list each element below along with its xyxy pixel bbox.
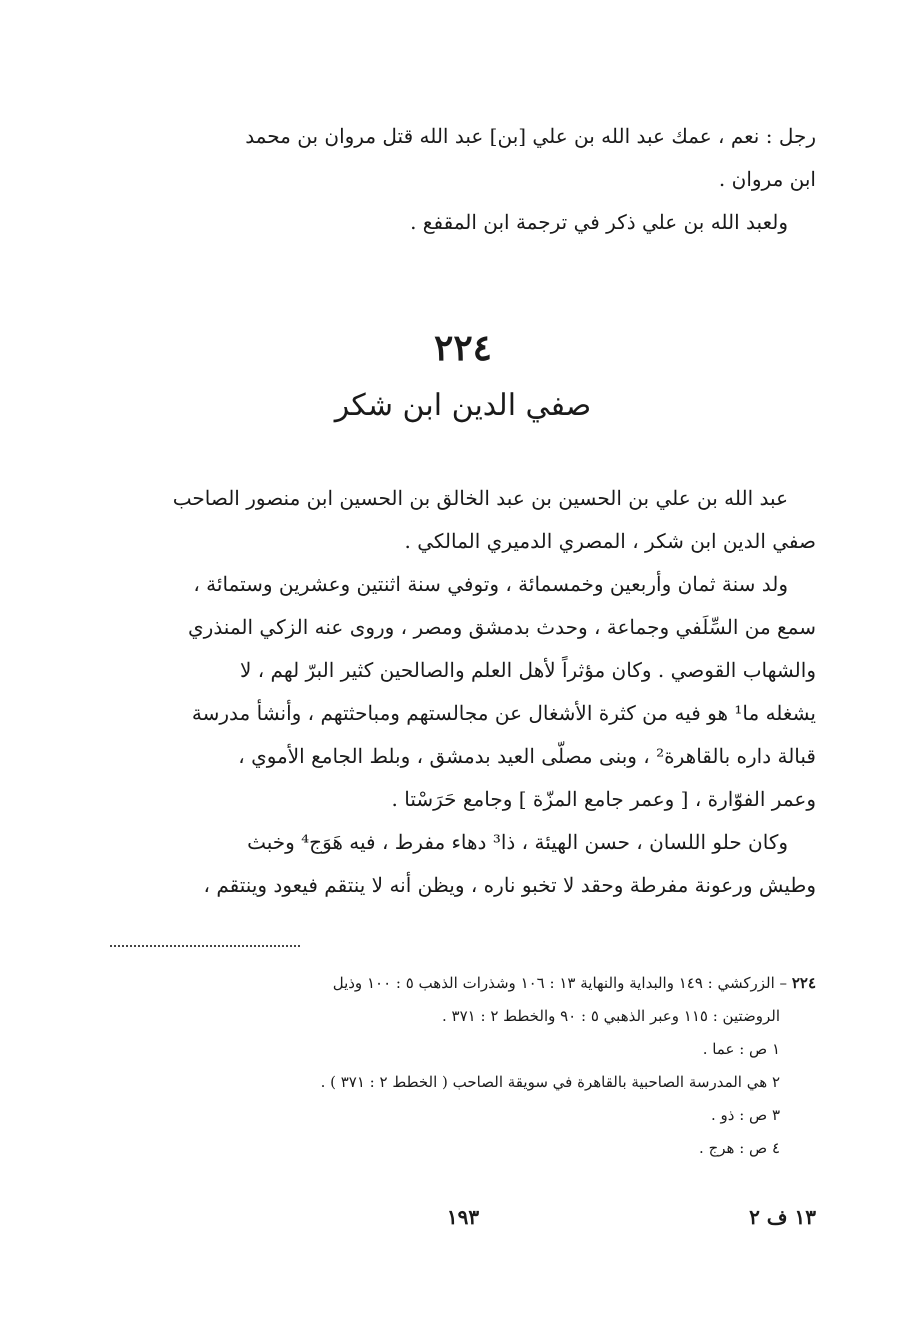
footnote-4: ٤ ص : هرج . [699, 1139, 780, 1157]
signature-mark: ١٣ ف ٢ [749, 1205, 816, 1229]
page-footer [110, 1205, 816, 1241]
text-line: وطيش ورعونة مفرطة وحقد لا تخبو ناره ، ويظن أنه لا ينتقم فيعود وينتقم ، [203, 873, 816, 897]
footnote-2: ٢ هي المدرسة الصاحبية بالقاهرة في سويقة الصاحب ( الخطط ٢ : ٣٧١ ) . [320, 1073, 780, 1091]
entry-body [110, 477, 816, 907]
text-line: وعمر الفوّارة ، [ وعمر جامع المزّة ] وجامع حَرَسْتا . [391, 787, 816, 811]
text-line: عبد الله بن علي بن الحسين بن عبد الخالق بن الحسين ابن منصور الصاحب [172, 486, 788, 510]
entry-number: ٢٢٤ [433, 327, 492, 369]
text-line: سمع من السِّلَفي وجماعة ، وحدث بدمشق ومصر ، وروى عنه الزكي المنذري [188, 615, 816, 639]
footnote-entry-number: ٢٢٤ [791, 974, 816, 992]
page-number: ١٩٣ [446, 1205, 480, 1229]
text-line: ابن مروان . [718, 167, 816, 191]
text-line: يشغله ما¹ هو فيه من كثرة الأشغال عن مجالستهم ومباحثتهم ، وأنشأ مدرسة [191, 701, 816, 725]
footnote-sources-text: – الزركشي : ١٤٩ والبداية والنهاية ١٣ : ١٠٦ وشذرات الذهب ٥ : ١٠٠ وذيل [332, 974, 788, 992]
text-line: والشهاب القوصي . وكان مؤثراً لأهل العلم والصالحين كثير البرّ لهم ، لا [239, 658, 816, 682]
footnote-sources [110, 967, 816, 1000]
text-line: ولعبد الله بن علي ذكر في ترجمة ابن المقفع . [410, 210, 788, 234]
footnote-1: ١ ص : عما . [702, 1040, 780, 1058]
book-page [110, 115, 816, 1235]
text-line: وكان حلو اللسان ، حسن الهيئة ، ذا³ دهاء مفرط ، فيه هَوَج⁴ وخبث [247, 830, 788, 854]
text-line: قبالة داره بالقاهرة² ، وبنى مصلّى العيد بدمشق ، وبلط الجامع الأموي ، [238, 744, 816, 768]
footnotes [110, 967, 816, 1165]
footnote-separator [110, 945, 300, 947]
entry-title: صفي الدين ابن شكر [334, 388, 592, 423]
text-line: صفي الدين ابن شكر ، المصري الدميري المالكي . [404, 529, 816, 553]
footnote-3: ٣ ص : ذو . [710, 1106, 780, 1124]
footnote-sources-continued: الروضتين : ١١٥ وعبر الذهبي ٥ : ٩٠ والخطط ٢ : ٣٧١ . [442, 1007, 780, 1025]
continuation-paragraph [110, 115, 816, 244]
text-line: رجل : نعم ، عمك عبد الله بن علي [بن] عبد الله قتل مروان بن محمد [245, 124, 816, 148]
text-line: ولد سنة ثمان وأربعين وخمسمائة ، وتوفي سنة اثنتين وعشرين وستمائة ، [193, 572, 788, 596]
